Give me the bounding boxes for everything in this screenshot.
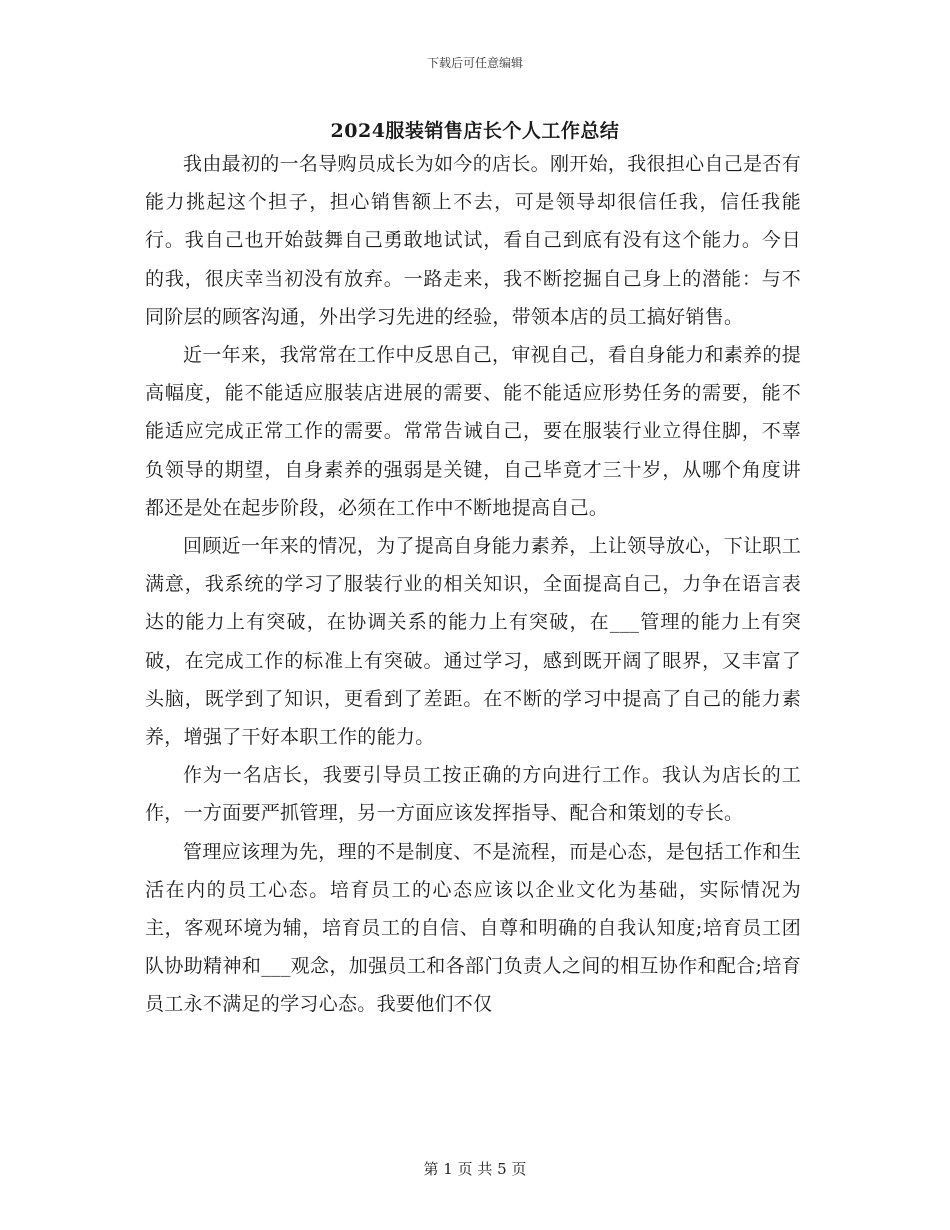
page-header-note: 下载后可任意编辑 [426, 56, 523, 70]
paragraph-1: 我由最初的一名导购员成长为如今的店长。刚开始，我很担心自己是否有能力挑起这个担子，担心销售额上不去，可是领导却很信任我，信任我能行。我自己也开始鼓舞自己勇敢地试试，看自己到底有没有这个能力。今日的我，很庆幸当初没有放弃。一路走来，我不断挖掘自己身上的潜能：与不同阶层的顾客沟通，外出学习先进的经验，带领本店的员工搞好销售。 [145, 153, 801, 328]
paragraph-5: 管理应该理为先，理的不是制度、不是流程，而是心态，是包括工作和生活在内的员工心态。培育员工的心态应该以企业文化为基础，实际情况为主，客观环境为辅，培育员工的自信、自尊和明确的自我认知度;培育员工团队协助精神和___观念，加强员工和各部门负责人之间的相互协作和配合;培育员工永不满足的学习心态。我要他们不仅 [145, 840, 801, 1016]
paragraph-2: 近一年来，我常常在工作中反思自己，审视自己，看自身能力和素养的提高幅度，能不能适应服装店进展的需要、能不能适应形势任务的需要，能不能适应完成正常工作的需要。常常告诫自己，要在服装行业立得住脚，不辜负领导的期望，自身素养的强弱是关键，自己毕竟才三十岁，从哪个角度讲都还是处在起步阶段，必须在工作中不断地提高自己。 [145, 344, 801, 519]
paragraph-3: 回顾近一年来的情况，为了提高自身能力素养，上让领导放心，下让职工满意，我系统的学习了服装行业的相关知识，全面提高自己，力争在语言表达的能力上有突破，在协调关系的能力上有突破，在___管理的能力上有突破，在完成工作的标准上有突破。通过学习，感到既开阔了眼界，又丰富了头脑，既学到了知识，更看到了差距。在不断的学习中提高了自己的能力素养，增强了干好本职工作的能力。 [145, 535, 801, 749]
paragraph-4: 作为一名店长，我要引导员工按正确的方向进行工作。我认为店长的工作，一方面要严抓管理，另一方面应该发挥指导、配合和策划的专长。 [145, 764, 801, 825]
document-body [145, 145, 801, 1024]
page-number: 第 1 页 共 5 页 [423, 1160, 527, 1178]
document-title: 2024服装销售店长个人工作总结 [330, 120, 620, 142]
